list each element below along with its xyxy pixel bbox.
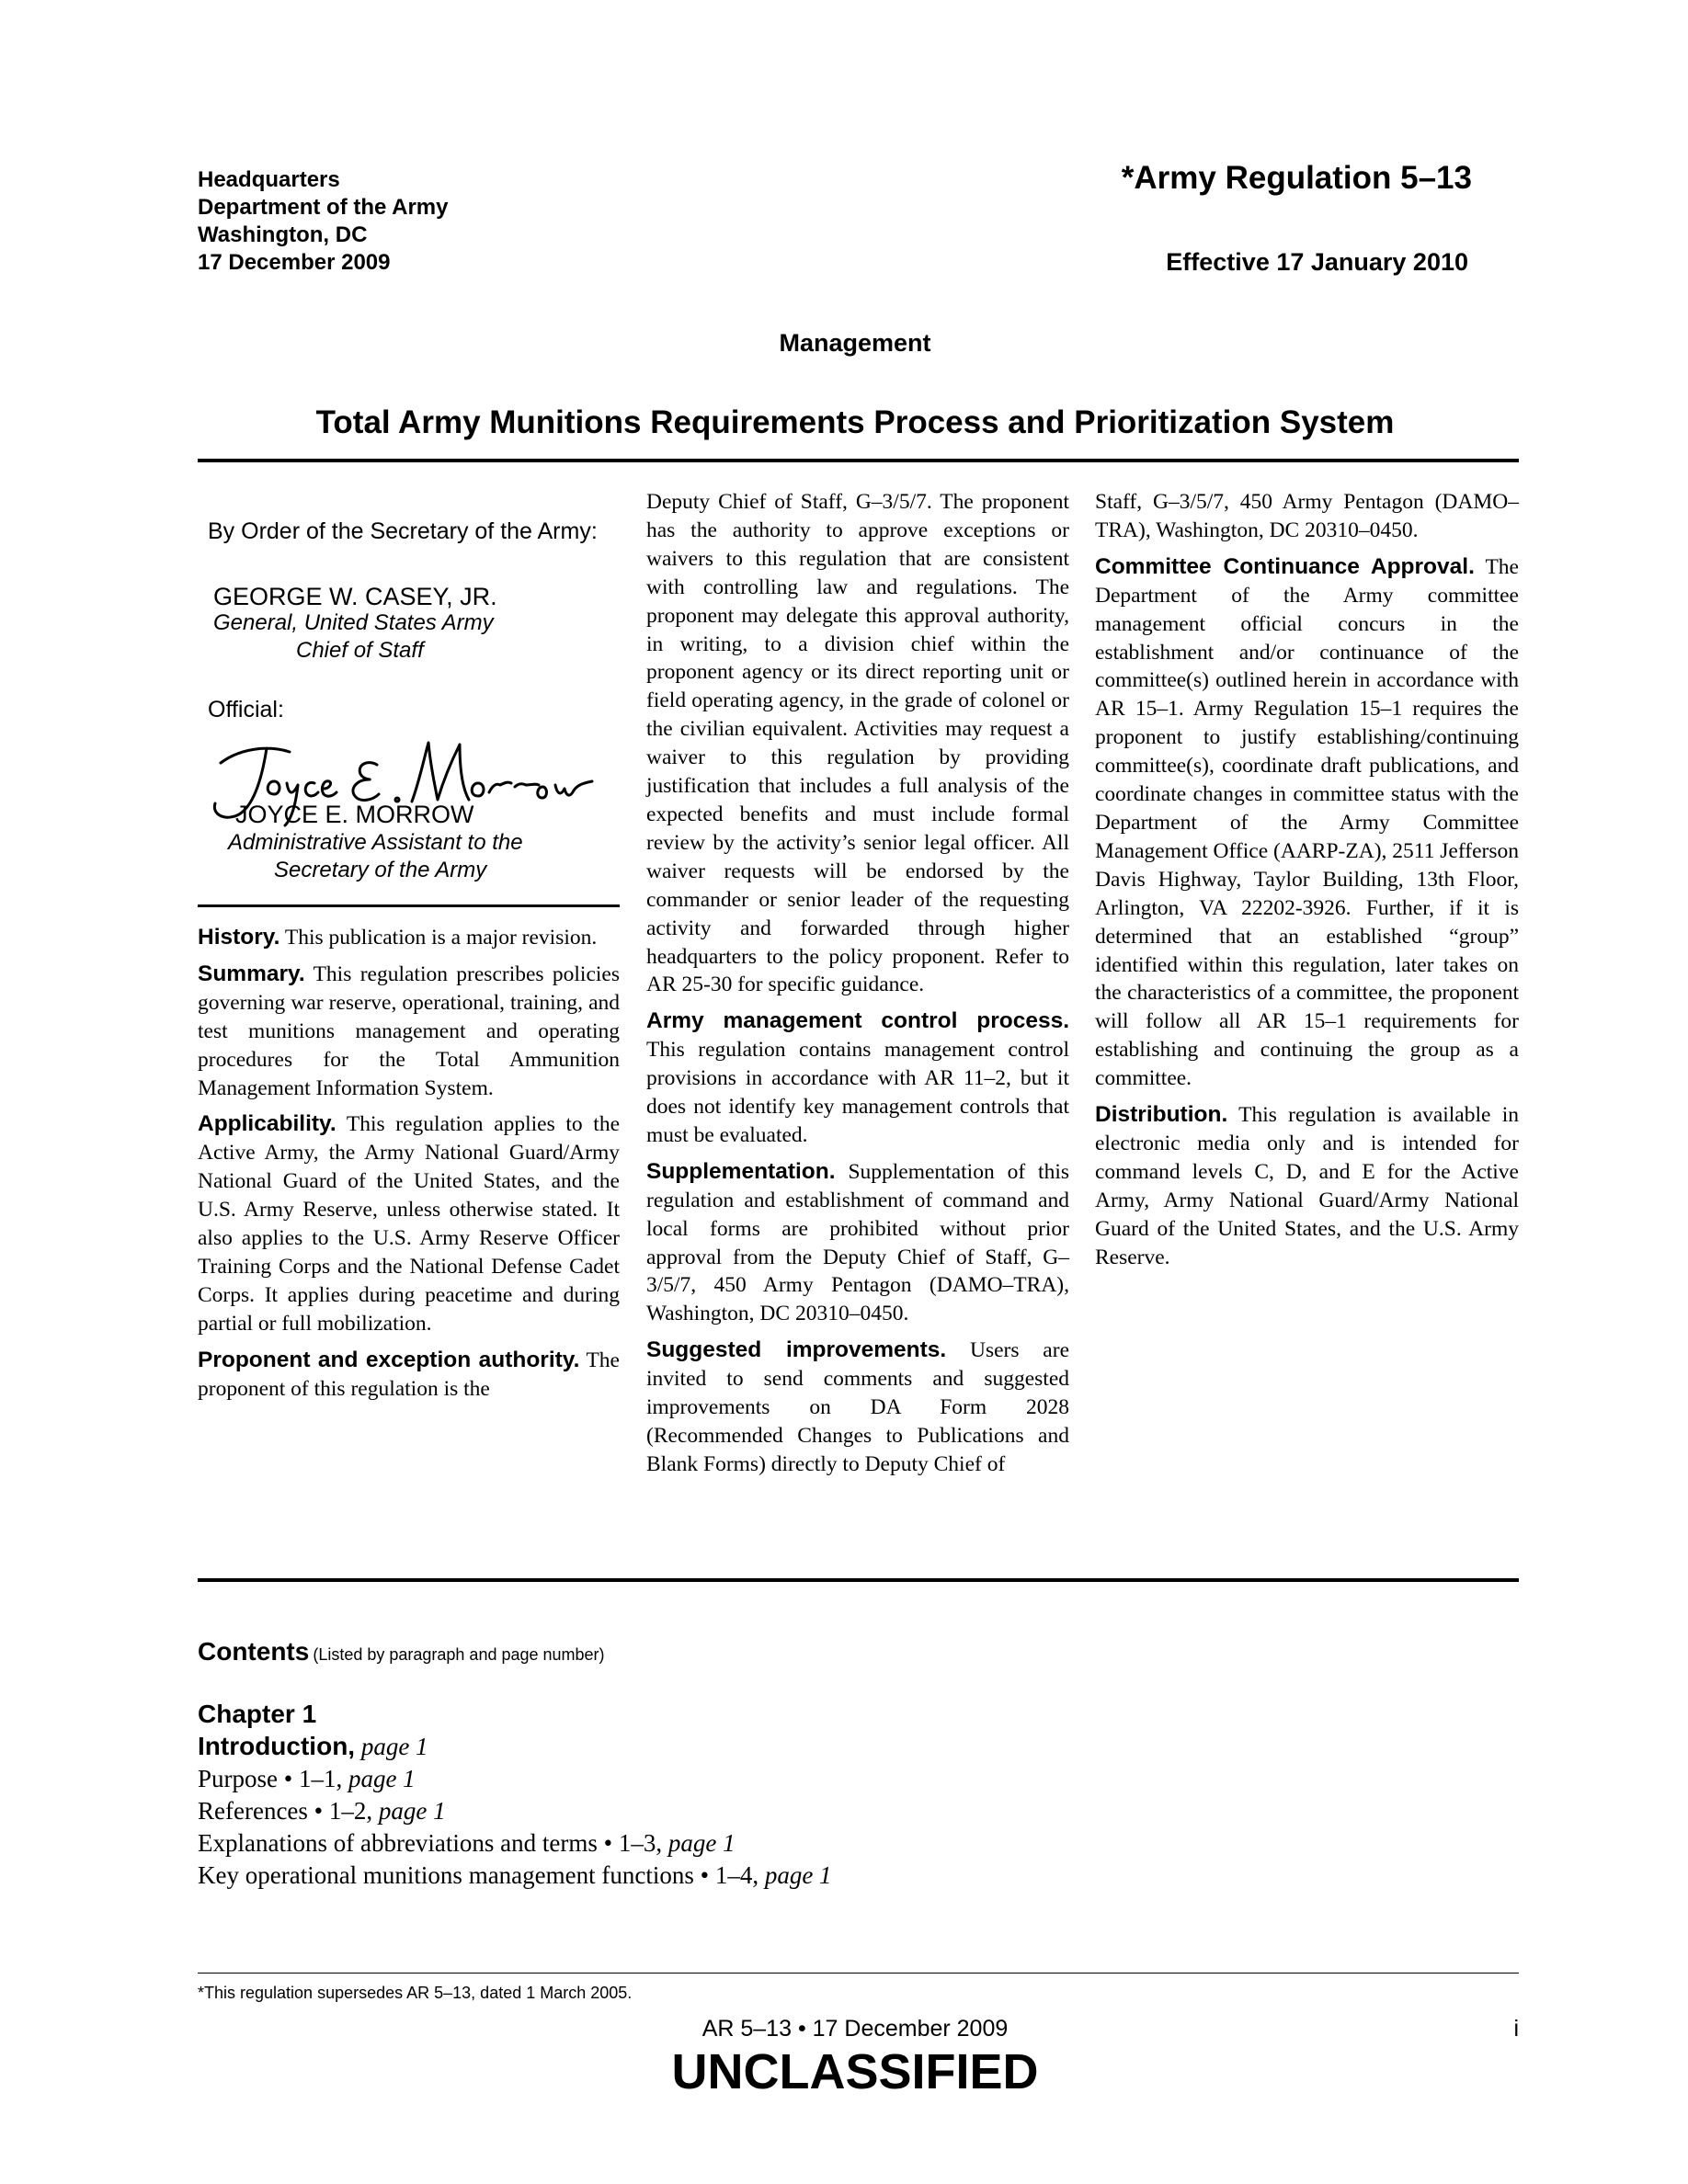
applicability-paragraph bbox=[198, 1110, 620, 1337]
page-number: i bbox=[1513, 2016, 1519, 2042]
headquarters-block bbox=[198, 166, 448, 277]
paragraph-text: Deputy Chief of Staff, G–3/5/7. The proponent has the authority to approve exceptions or waivers to this regulation that are consistent with controlling law and regulations. The proponent may delegate this approval authority, in writing, to a division chief within the proponent agency or its direct reporting unit or field operating agency, in the grade of colonel or the civilian equivalent. Activities may request a waiver to this regulation by providing justification that includes a full analysis of the expected benefits and must include formal review by the activity’s senior legal officer. All waiver requests will be endorsed by the commander or senior leader of the requesting activity and forwarded through higher headquarters to the policy proponent. Refer to AR 25-30 for specific guidance. bbox=[646, 490, 1069, 997]
toc-entry[interactable] bbox=[198, 1860, 832, 1892]
chapter-label: Chapter 1 bbox=[198, 1700, 317, 1728]
document-title: Total Army Munitions Requirements Process and Prioritization System bbox=[315, 404, 1395, 440]
paragraph-text: This regulation contains management control provisions in accordance with AR 11–2, but it does not identify key management controls that must be evaluated. bbox=[646, 1038, 1069, 1147]
chief-of-staff-title: Chief of Staff bbox=[296, 638, 424, 663]
toc-entry[interactable] bbox=[198, 1795, 832, 1827]
toc-entry-text: Explanations of abbreviations and terms • 1–3, bbox=[198, 1829, 663, 1857]
hq-date: 17 December 2009 bbox=[198, 250, 391, 275]
paragraph-heading: Summary. bbox=[198, 961, 305, 986]
proponent-paragraph bbox=[198, 1347, 620, 1404]
paragraph-text: This regulation is available in electronic media only and is intended for command levels C, D, and E for the Active Army, Army National Guard/Army National Guard of the United States, and the U.S. Army Reserve. bbox=[1095, 1103, 1519, 1269]
official-title-continued: Secretary of the Army bbox=[274, 858, 487, 882]
page-reference: page 1 bbox=[667, 1829, 736, 1857]
supplementation-paragraph bbox=[646, 1158, 1069, 1328]
paragraph-text: The proponent of this regulation is the bbox=[198, 1348, 620, 1401]
by-order-line: By Order of the Secretary of the Army: bbox=[208, 518, 598, 544]
paragraph-heading: Supplementation. bbox=[646, 1158, 836, 1184]
proponent-continued-paragraph bbox=[646, 488, 1069, 999]
official-name: JOYCE E. MORROW bbox=[235, 801, 474, 828]
paragraph-heading: Proponent and exception authority. bbox=[198, 1347, 580, 1372]
page-reference: page 1 bbox=[764, 1861, 832, 1889]
signature-rule bbox=[198, 904, 620, 907]
summary-column-2 bbox=[646, 488, 1069, 1487]
distribution-paragraph bbox=[1095, 1101, 1519, 1271]
toc-entry-text: Purpose • 1–1, bbox=[198, 1765, 343, 1792]
paragraph-heading: Army management control process. bbox=[646, 1008, 1069, 1034]
effective-date: Effective 17 January 2010 bbox=[1166, 248, 1468, 276]
paragraph-heading: Applicability. bbox=[198, 1111, 336, 1137]
toc-entry-text: Key operational munitions management functions • 1–4, bbox=[198, 1861, 759, 1889]
paragraph-heading: Suggested improvements. bbox=[646, 1337, 947, 1363]
classification-marking: UNCLASSIFIED bbox=[671, 2044, 1039, 2099]
paragraph-heading: Committee Continuance Approval. bbox=[1095, 553, 1475, 579]
page-reference: page 1 bbox=[378, 1797, 446, 1825]
suggested-improvements-paragraph bbox=[646, 1337, 1069, 1479]
official-title: Administrative Assistant to the bbox=[228, 830, 523, 855]
committee-approval-paragraph bbox=[1095, 553, 1519, 1093]
paragraph-text: The Department of the Army committee management official concurs in the establishment and/or continuance of the committee(s) outlined herein in accordance with AR 15–1. Army Regulation 15–1 requires the proponent to justify establishing/continuing committee(s), coordinate draft publications, and coordinate changes in committee status with the Department of the Army Committee Management Office (AARP-ZA), 2511 Jefferson Davis Highway, Taylor Building, 13th Floor, Arlington, VA 22202-3926. Further, if it is determined that an established “group” identified within this regulation, later takes on the characteristics of a committee, the proponent will follow all AR 15–1 requirements for establishing and continuing the group as a committee. bbox=[1095, 554, 1519, 1091]
subject-heading: Management bbox=[779, 329, 931, 357]
running-footer: AR 5–13 • 17 December 2009 bbox=[701, 2016, 1009, 2042]
hq-line: Washington, DC bbox=[198, 222, 368, 247]
regulation-number: *Army Regulation 5–13 bbox=[1121, 160, 1472, 196]
contents-heading bbox=[198, 1637, 605, 1666]
paragraph-text: This publication is a major revision. bbox=[284, 926, 598, 950]
paragraph-text: Users are invited to send comments and suggested improvements on DA Form 2028 (Recommended Changes to Publications and Blank Forms) directly to Deputy Chief of bbox=[646, 1338, 1069, 1476]
paragraph-text: Supplementation of this regulation and establishment of command and local forms are prohibited without prior approval from the Deputy Chief of Staff, G–3/5/7, 450 Army Pentagon (DAMO–TRA), Washington, DC 20310–0450. bbox=[646, 1159, 1069, 1326]
page-reference: page 1 bbox=[360, 1733, 428, 1760]
toc-entry[interactable] bbox=[198, 1763, 832, 1795]
toc-entry[interactable] bbox=[198, 1827, 832, 1860]
official-label: Official: bbox=[208, 697, 284, 722]
summary-column-3 bbox=[1095, 488, 1519, 1280]
improvements-continued-paragraph bbox=[1095, 488, 1519, 545]
table-of-contents bbox=[198, 1730, 832, 1892]
summary-paragraph bbox=[198, 961, 620, 1103]
paragraph-text: This regulation applies to the Active Army, the Army National Guard/Army National Guard of the United States, and the U.S. Army Reserve, unless otherwise stated. It also applies to the U.S. Army Reserve Officer Training Corps and the National Defense Cadet Corps. It applies during peacetime and during partial or full mobilization. bbox=[198, 1112, 621, 1336]
hq-line: Department of the Army bbox=[198, 195, 449, 220]
management-control-paragraph bbox=[646, 1007, 1069, 1150]
hq-line: Headquarters bbox=[198, 167, 340, 192]
paragraph-heading: Distribution. bbox=[1095, 1102, 1228, 1128]
chief-of-staff-rank: General, United States Army bbox=[213, 610, 494, 635]
footnote: *This regulation supersedes AR 5–13, dated 1 March 2005. bbox=[198, 1984, 633, 2002]
paragraph-text: This regulation prescribes policies governing war reserve, operational, training, and test munitions management and operating procedures for the Total Ammunition Management Information System. bbox=[198, 961, 620, 1100]
paragraph-text: Staff, G–3/5/7, 450 Army Pentagon (DAMO–TRA), Washington, DC 20310–0450. bbox=[1095, 490, 1519, 542]
contents-note: (Listed by paragraph and page number) bbox=[313, 1645, 605, 1664]
summary-column-1 bbox=[198, 924, 620, 1412]
toc-entry-text: References • 1–2, bbox=[198, 1797, 373, 1825]
toc-chapter-entry[interactable] bbox=[198, 1730, 832, 1763]
history-paragraph bbox=[198, 924, 620, 952]
chapter-title: Introduction, bbox=[198, 1732, 356, 1760]
footnote-rule bbox=[198, 1973, 1519, 1974]
contents-title: Contents bbox=[198, 1637, 310, 1666]
chief-of-staff-name: GEORGE W. CASEY, JR. bbox=[213, 583, 497, 610]
title-rule bbox=[198, 459, 1519, 462]
page-reference: page 1 bbox=[348, 1765, 416, 1792]
contents-rule bbox=[198, 1578, 1519, 1582]
paragraph-heading: History. bbox=[198, 925, 280, 950]
